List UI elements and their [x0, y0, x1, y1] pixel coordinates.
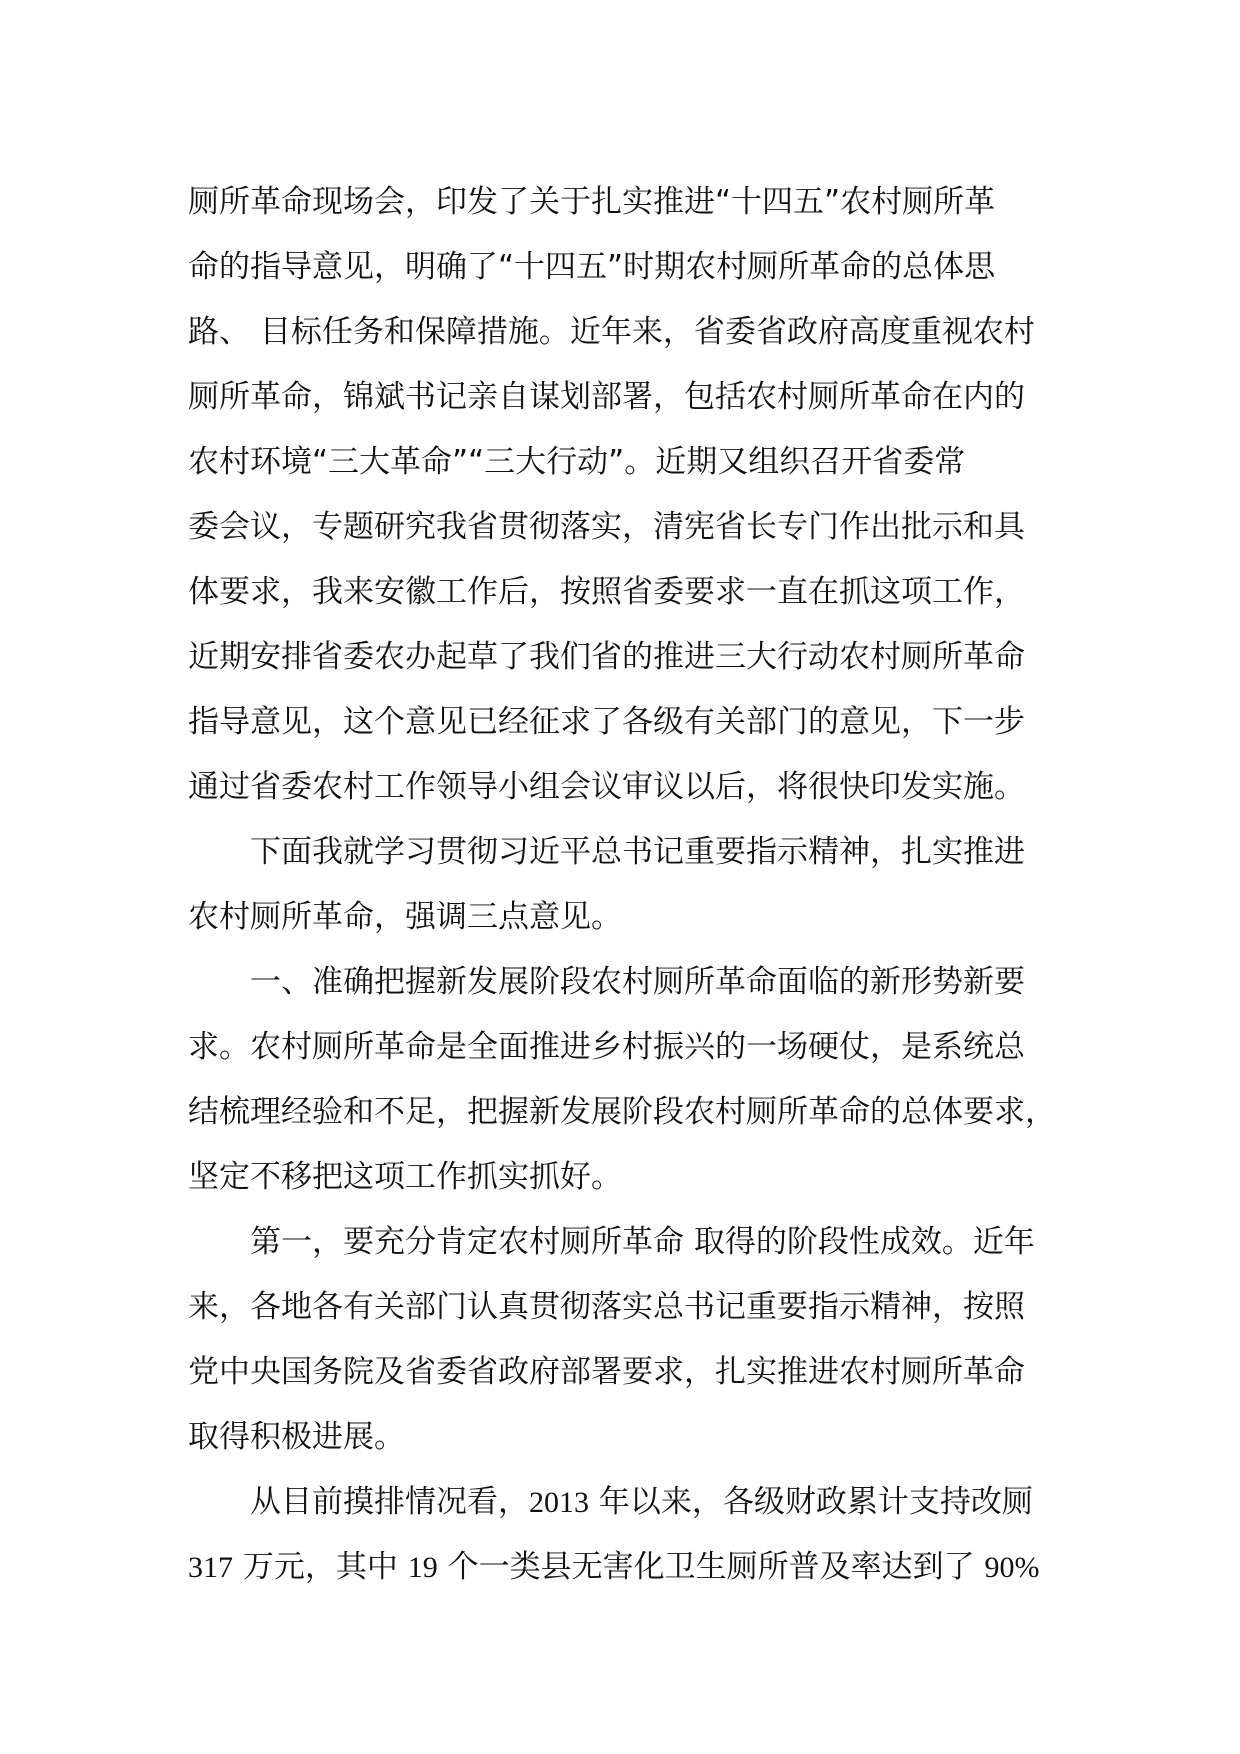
- text-line: 求。农村厕所革命是全面推进乡村振兴的一场硬仗，是系统总: [188, 1029, 1025, 1065]
- text-line: 体要求，我来安徽工作后，按照省委要求一直在抓这项工作，: [188, 574, 1025, 610]
- text-line: [188, 1470, 1088, 1535]
- text-line: 指导意见，这个意见已经征求了各级有关部门的意见，下一步: [188, 704, 1025, 740]
- text-segment: 个一类县无害化卫生厕所普及率达到了: [437, 1549, 985, 1585]
- text-segment: 万元，其中: [233, 1549, 408, 1585]
- text-segment: 从目前摸排情况看，: [250, 1484, 529, 1520]
- text-line: 第一，要充分肯定农村厕所革命 取得的阶段性成效。近年: [250, 1224, 1035, 1260]
- text-line: 厕所革命，锦斌书记亲自谋划部署，包括农村厕所革命在内的: [188, 379, 1025, 415]
- text-line: 委会议，专题研究我省贯彻落实，清宪省长专门作出批示和具: [188, 509, 1025, 545]
- text-segment: 年以来，各级财政累计支持改厕: [589, 1484, 1033, 1520]
- text-line: 通过省委农村工作领导小组会议审议以后，将很快印发实施。: [188, 769, 1025, 805]
- number-segment: 317: [188, 1551, 233, 1584]
- text-line: 厕所革命现场会，印发了关于扎实推进“十四五”农村厕所革: [188, 184, 996, 220]
- text-line: [188, 1535, 1088, 1600]
- text-line: 农村环境“三大革命”“三大行动”。近期又组织召开省委常: [188, 444, 966, 480]
- text-line: 农村厕所革命，强调三点意见。: [188, 899, 622, 935]
- text-line: 命的指导意见，明确了“十四五”时期农村厕所革命的总体思: [188, 249, 996, 285]
- text-line: 党中央国务院及省委省政府部署要求，扎实推进农村厕所革命: [188, 1354, 1025, 1390]
- text-line: 一、准确把握新发展阶段农村厕所革命面临的新形势新要: [250, 964, 1025, 1000]
- number-segment: 19: [407, 1551, 438, 1584]
- text-line: 来，各地各有关部门认真贯彻落实总书记重要指示精神，按照: [188, 1289, 1025, 1325]
- text-line: 取得积极进展。: [188, 1419, 405, 1455]
- body-text: [188, 170, 1088, 1600]
- text-line: 近期安排省委农办起草了我们省的推进三大行动农村厕所革命: [188, 639, 1025, 675]
- text-line: 路、 目标任务和保障措施。近年来，省委省政府高度重视农村: [188, 314, 1035, 350]
- number-segment: 2013: [529, 1486, 589, 1519]
- number-segment: 90%: [984, 1551, 1040, 1584]
- text-line: 坚定不移把这项工作抓实抓好。: [188, 1159, 622, 1195]
- text-line: 下面我就学习贯彻习近平总书记重要指示精神，扎实推进: [250, 834, 1025, 870]
- text-line: 结梳理经验和不足，把握新发展阶段农村厕所革命的总体要求，: [188, 1094, 1056, 1130]
